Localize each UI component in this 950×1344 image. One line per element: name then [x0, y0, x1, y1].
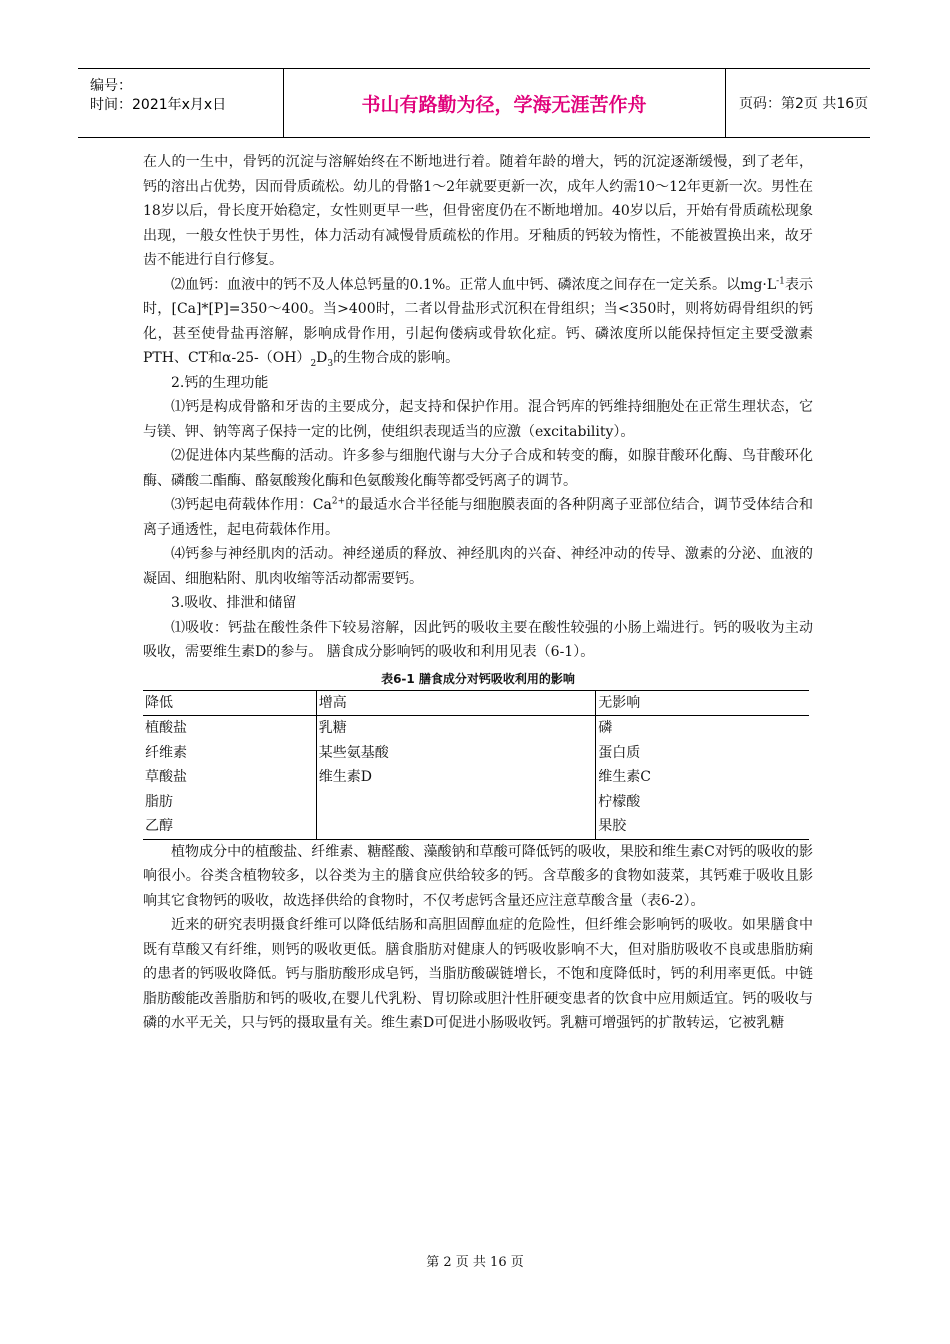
table-cell: 某些氨基酸	[316, 741, 595, 766]
table-header-cell: 无影响	[596, 690, 809, 716]
paragraph-blood-calcium	[143, 273, 813, 371]
paragraph-function-3	[143, 493, 813, 542]
table-row	[143, 716, 809, 741]
p2-text-c: D	[316, 350, 328, 366]
header-page-info: 页码：第2页 共16页	[739, 96, 869, 112]
paragraph-bone-calcium: 在人的一生中，骨钙的沉淀与溶解始终在不断地进行着。随着年龄的增大，钙的沉淀逐渐缓慢，到了老年，钙的溶出占优势，因而骨质疏松。幼儿的骨骼1～2年就要更新一次，成年人约需10～12年更新一次。男性在18岁以后，骨长度开始稳定，女性则更早一些，但骨密度仍在不断地增加。40岁以后，开始有骨质疏松现象出现，一般女性快于男性，体力活动有减慢骨质疏松的作用。牙釉质的钙较为惰性，不能被置换出来，故牙齿不能进行自行修复。	[143, 154, 813, 268]
paragraph-fiber-research: 近来的研究表明摄食纤维可以降低结肠和高胆固醇血症的危险性，但纤维会影响钙的吸收。如果膳食中既有草酸又有纤维，则钙的吸收更低。膳食脂肪对健康人的钙吸收影响不大，但对脂肪吸收不良或患脂肪痢的患者的钙吸收降低。钙与脂肪酸形成皂钙，当脂肪酸碳链增长，不饱和度降低时，钙的利用率更低。中链脂肪酸能改善脂肪和钙的吸收,在婴儿代乳粉、胃切除或胆汁性肝硬变患者的饮食中应用颇适宜。钙的吸收与磷的水平无关，只与钙的摄取量有关。维生素D可促进小肠吸收钙。乳糖可增强钙的扩散转运，它被乳糖	[143, 917, 813, 1031]
table-row	[143, 741, 809, 766]
header-motto: 书山有路勤为径，学海无涯苦作舟	[283, 69, 726, 137]
table-cell: 纤维素	[143, 741, 316, 766]
section-heading-absorption: 3.吸收、排泄和储留	[171, 595, 297, 611]
calcium-absorption-table	[143, 690, 809, 840]
table-cell: 蛋白质	[598, 744, 641, 761]
p2-text-d: 的生物合成的影响。	[333, 350, 460, 366]
p5-superscript: 2+	[331, 496, 346, 507]
table-caption: 表6-1 膳食成分对钙吸收利用的影响	[381, 671, 575, 686]
table-header-cell: 增高	[316, 690, 595, 716]
table-cell: 磷	[598, 720, 613, 736]
table-cell: 脂肪	[143, 790, 316, 815]
page-header	[78, 68, 870, 138]
paragraph-function-4: ⑷钙参与神经肌肉的活动。神经递质的释放、神经肌肉的兴奋、神经冲动的传导、激素的分泌、血液的凝固、细胞粘附、肌肉收缩等活动都需要钙。	[143, 546, 813, 587]
table-cell: 果胶	[596, 814, 809, 839]
section-heading-functions: 2.钙的生理功能	[171, 374, 269, 391]
p2-text-b: 表示时，[Ca]*[P]=350～400。当>400时，二者以骨盐形式沉积在骨组织；当<350时，则将妨碍骨组织的钙化，甚至使骨盐再溶解，影响成骨作用，引起佝偻病或骨软化症。钙、磷浓度所以能保持恒定主要受激素PTH、CT和α-25-（OH）	[143, 276, 813, 366]
table-cell	[316, 790, 595, 815]
table-cell	[316, 814, 595, 839]
table-cell: 草酸盐	[143, 765, 316, 790]
table-header-row	[143, 690, 809, 716]
p2-text-a: ⑵血钙：血液中的钙不及人体总钙量的0.1%。正常人血中钙、磷浓度之间存在一定关系。以mg·L	[171, 276, 777, 293]
paragraph-function-2: ⑵促进体内某些酶的活动。许多参与细胞代谢与大分子合成和转变的酶，如腺苷酸环化酶、鸟苷酸环化酶、磷酸二酯酶、酪氨酸羧化酶和色氨酸羧化酶等都受钙离子的调节。	[143, 448, 813, 489]
table-row	[143, 790, 809, 815]
p5-text-b: 的最适水合半径能与细胞膜表面的各种阴离子亚部位结合，调节受体结合和离子通透性，起电荷载体作用。	[143, 497, 813, 538]
table-cell: 乳糖	[316, 716, 595, 741]
p2-superscript: -1	[776, 275, 785, 286]
p5-text-a: ⑶钙起电荷载体作用：Ca	[171, 497, 332, 513]
table-row	[143, 814, 809, 839]
doc-date-label: 时间：2021年x月x日	[90, 97, 227, 113]
document-body	[143, 150, 813, 1036]
doc-number-label: 编号：	[90, 78, 132, 94]
paragraph-plant-components: 植物成分中的植酸盐、纤维素、糖醛酸、藻酸钠和草酸可降低钙的吸收，果胶和维生素C对钙的吸收的影响很小。谷类含植物较多，以谷类为主的膳食应供给较多的钙。含草酸多的食物如菠菜，其钙难于吸收且影响其它食物钙的吸收，故选择供给的食物时，不仅考虑钙含量还应注意草酸含量（表6-2）。	[143, 843, 813, 909]
paragraph-absorption: ⑴吸收：钙盐在酸性条件下较易溶解，因此钙的吸收主要在酸性较强的小肠上端进行。钙的吸收为主动吸收，需要维生素D的参与。 膳食成分影响钙的吸收和利用见表（6-1）。	[143, 619, 813, 660]
page-footer: 第 2 页 共 16 页	[426, 1255, 524, 1270]
table-cell: 维生素D	[316, 765, 595, 790]
header-meta-cell	[78, 69, 284, 137]
table-header-cell: 降低	[143, 690, 316, 716]
paragraph-function-1: ⑴钙是构成骨骼和牙齿的主要成分，起支持和保护作用。混合钙库的钙维持细胞处在正常生理状态，它与镁、钾、钠等离子保持一定的比例，使组织表现适当的应激（excitability）。	[143, 399, 813, 440]
table-cell: 柠檬酸	[598, 793, 641, 810]
table-cell: 植酸盐	[143, 716, 316, 741]
table-cell: 乙醇	[143, 814, 316, 839]
p2-subscript-1: 2	[310, 358, 317, 369]
p2-subscript-2: 3	[327, 358, 334, 369]
table-row	[143, 765, 809, 790]
table-cell: 维生素C	[598, 769, 651, 785]
